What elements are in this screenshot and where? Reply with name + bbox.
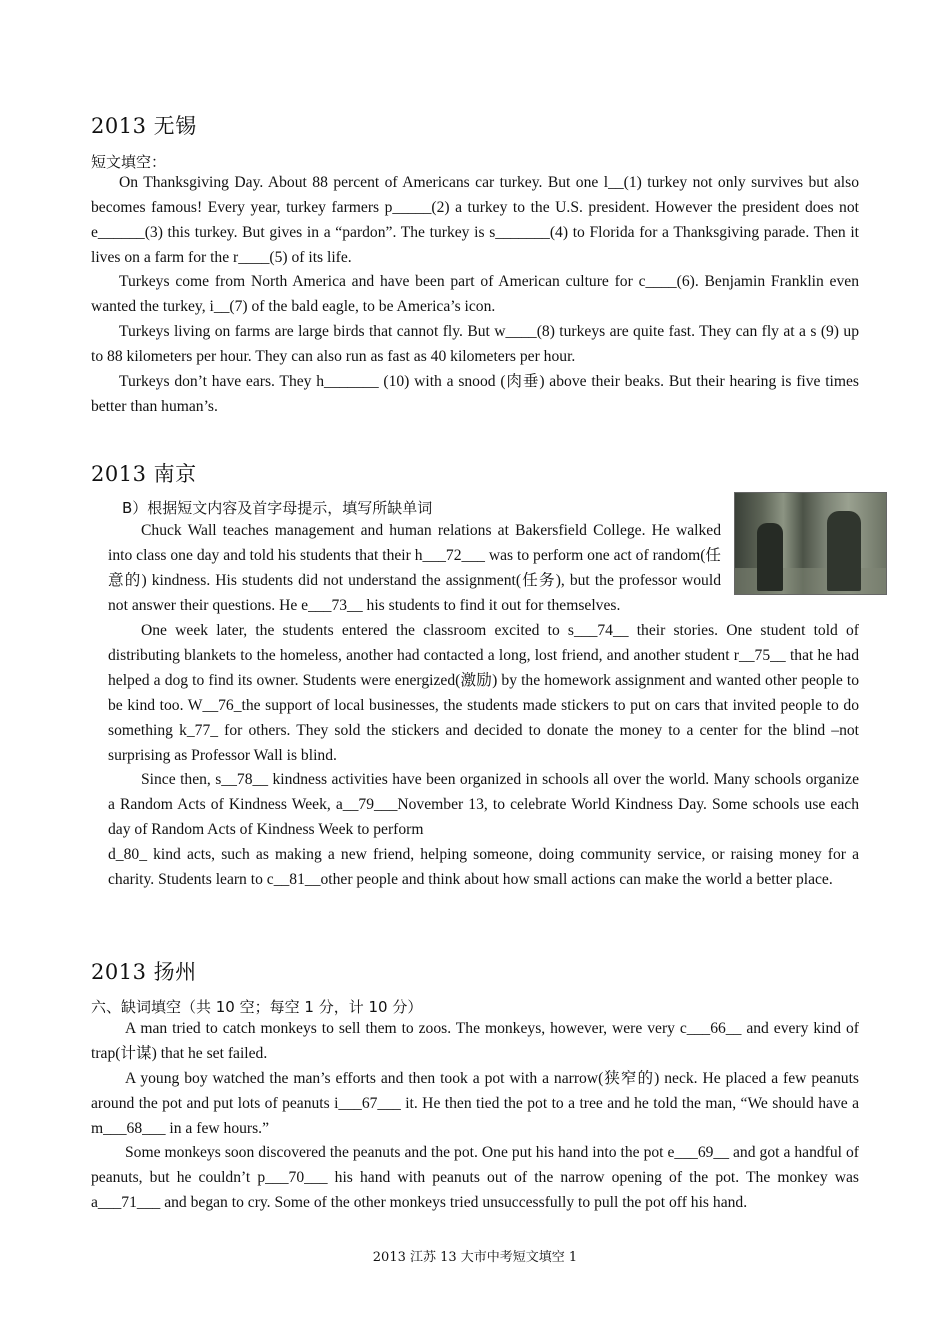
wuxi-paragraph-2: Turkeys come from North America and have been part of American culture for c____(6). Benjamin Franklin even wanted the turkey, i__(7) of the bald eagle, to be America’s icon. (91, 273, 859, 315)
nanjing-paragraph-4: d_80_ kind acts, such as making a new friend, helping someone, doing community service, or raising money for a charity. Students learn to c__81__other people and think about how small actions can make the world a better place. (108, 846, 859, 888)
wuxi-paragraph-3: Turkeys living on farms are large birds that cannot fly. But w____(8) turkeys are quite fast. They can fly at a s (9) up to 88 kilometers per hour. They can also run as fast as 40 kilometers per hour. (91, 323, 859, 365)
nanjing-paragraph-2: One week later, the students entered the classroom excited to s___74__ their stories. One student told of distributing blankets to the homeless, another had contacted a long, lost friend, and another student r__75__ that he had helped a dog to find its owner. Students were energized(激励) by the homework assignment and wanted other people to be kind too. W__76_the support of local businesses, the students made stickers to put on cars that invited people to do something k_77_ for others. They sold the stickers and decided to donate the money to a center for the blind –not surprising as Professor Wall is blind. (108, 622, 859, 764)
section-subtitle-yangzhou: 六、缺词填空（共 10 空；每空 1 分，计 10 分） (91, 998, 423, 1016)
section-title-nanjing: 2013 南京 (91, 462, 197, 486)
section-subtitle-nanjing: B）根据短文内容及首字母提示，填写所缺单词 (122, 499, 433, 517)
wuxi-paragraph-1: On Thanksgiving Day. About 88 percent of Americans car turkey. But one l__(1) turkey not only survives but also becomes famous! Every year, turkey farmers p_____(2) a turkey to the U.S. president. However the president does not e______(3) this turkey. But gives in a “pardon”. The turkey is s_______(4) to Florida for a Thanksgiving parade. Then it lives on a farm for the r____(5) of its life. (91, 174, 859, 266)
page-footer: 2013 江苏 13 大市中考短文填空 1 (372, 1250, 578, 1265)
nanjing-paragraph-3: Since then, s__78__ kindness activities have been organized in schools all over the world. Many schools organize a Random Acts of Kindness Week, a__79___November 13, to celebrate World Kindness Day. Some schools use each day of Random Acts of Kindness Week to perform (108, 771, 859, 838)
nanjing-paragraph-1-wrapper (108, 519, 859, 619)
wuxi-paragraph-4: Turkeys don’t have ears. They h_______ (10) with a snood (肉垂) above their beaks. But their hearing is five times better than human’s. (91, 373, 859, 415)
photo-float-spacer (721, 519, 859, 597)
section-title-yangzhou: 2013 扬州 (91, 960, 197, 984)
section-title-wuxi: 2013 无锡 (91, 114, 197, 138)
yangzhou-paragraph-3: Some monkeys soon discovered the peanuts and the pot. One put his hand into the pot e___69__ and got a handful of peanuts, but he couldn’t p___70___ his hand with peanuts out of the narrow opening of the pot. The monkey was a___71___ and began to cry. Some of the other monkeys tried unsuccessfully to pull the pot off his hand. (91, 1144, 859, 1211)
nanjing-paragraph-1: Chuck Wall teaches management and human relations at Bakersfield College. He walked into class one day and told his students that their h___72___ was to perform one act of random(任意的) kindness. His students did not understand the assignment(任务), but the professor would not answer their questions. He e___73__ his students to find it out for themselves. (108, 522, 721, 614)
section-subtitle-wuxi: 短文填空： (91, 153, 167, 171)
yangzhou-paragraph-2: A young boy watched the man’s efforts and then took a pot with a narrow(狭窄的) neck. He placed a few peanuts around the pot and put lots of peanuts i___67___ it. He then tied the pot to a tree and he told the man, “We should have a m___68___ in a few hours.” (91, 1070, 859, 1137)
yangzhou-paragraph-1: A man tried to catch monkeys to sell them to zoos. The monkeys, however, were very c___66__ and every kind of trap(计谋) that he set failed. (91, 1020, 859, 1062)
